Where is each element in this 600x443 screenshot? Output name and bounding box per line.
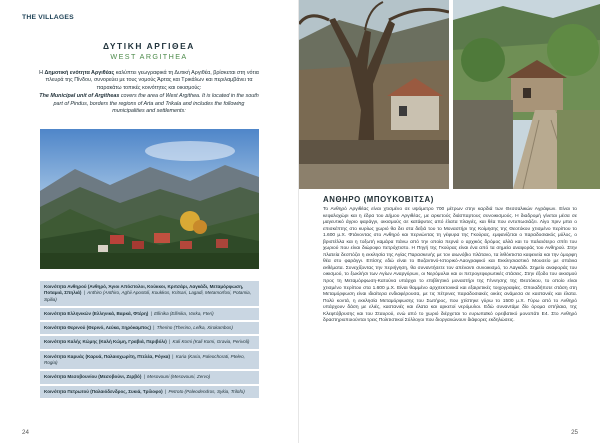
page-number-left: 24 [22, 429, 29, 436]
intro-text [38, 70, 260, 116]
intro-greek [38, 70, 260, 92]
intro-english [38, 93, 260, 115]
community-english: Therino (Therino, Lefka, Xirokambos) [156, 325, 233, 331]
community-greek: Κοινότητα Πετρωτού (Παλαιόδενδρος, Συκιά, Τρίλοφο) [44, 388, 163, 394]
title-greek: ΔΥΤΙΚΗ ΑΡΓΙΘΕΑ [103, 41, 195, 51]
community-english: Mesovouni (Mesovouni, Zervo) [147, 374, 211, 380]
page-number-right: 25 [571, 429, 578, 436]
stone-path-photo [453, 0, 600, 189]
community-row: Κοινότητα Μεσοβουνίου (Μεσοβούνι, Ζερβό) | Mesovouni (Mesovouni, Zervo) [40, 371, 259, 383]
community-row: Κοινότητα Καλής Κώμης (Καλή Κώμη, Γραβιά, Περιβόλι) | Kali Komi (Kali Komi, Gravia, Perivoli) [40, 336, 259, 348]
community-row: Κοινότητα Καρυάς (Καρυά, Παλαιοχωρίτη, Πτελέα, Ρόγκα) | Karia (Karia, Paleochorati, Pteleo, Rogia) [40, 351, 259, 370]
community-greek: Κοινότητα Ανθηρού (Ανθηρό, Άγιοι Απόστολοι, Κούκκοι, Κριτσάρι, Λαγκάδι, Μεταμόρφωση, Ποταμιά, Σπηλιά) [44, 284, 244, 296]
community-english: Karia (Karia, Paleochorati, Pteleo, Rogia) [44, 353, 245, 366]
intro-en-rest: covers the area of West Argithea. It is located in the south part of Pindus, borders the regions of Arta and Trikala and includes the following municipalities and settlements: [53, 93, 259, 115]
community-greek: Κοινότητα Ελληνικών (Ελληνικά, Βαρκά, Φτέρη) [44, 310, 149, 316]
community-english: Ellinika (Ellinika, Varka, Fteri) [154, 310, 214, 316]
community-greek: Κοινότητα Καλής Κώμης (Καλή Κώμη, Γραβιά, Περιβόλι) [44, 339, 167, 345]
right-page [299, 0, 600, 443]
community-row: Κοινότητα Πετρωτού (Παλαιόδενδρος, Συκιά, Τρίλοφο) | Petroto (Paleodendros, Sykia, Trilofo) [40, 386, 259, 398]
community-row: Κοινότητα Ανθηρού (Ανθηρό, Άγιοι Απόστολοι, Κούκκοι, Κριτσάρι, Λαγκάδι, Μεταμόρφωση, Ποταμιά, Σπηλιά) | Anthiro (Anthiro, Aghii Apostoli, Koukkos, Kritsari, Lagadi, Metamorfosi, Potamia, Spilia) [40, 281, 259, 306]
section-header: THE VILLAGES [22, 14, 74, 21]
community-greek: Κοινότητα Μεσοβουνίου (Μεσοβούνι, Ζερβό) [44, 374, 142, 380]
community-greek: Κοινότητα Θερινού (Θερινό, Λεύκα, Ξηρόκαμπος) [44, 325, 152, 331]
community-greek: Κοινότητα Καρυάς (Καρυά, Παλαιοχωρίτη, Πτελέα, Ρόγκα) [44, 353, 170, 359]
intro-gr-bold: Δημοτική ενότητα Αργιθέας [44, 70, 115, 76]
communities-list [40, 281, 259, 400]
left-page [0, 0, 299, 443]
community-row: Κοινότητα Θερινού (Θερινό, Λεύκα, Ξηρόκαμπος) | Therino (Therino, Lefka, Xirokambos) [40, 322, 259, 334]
intro-en-bold: The Municipal unit of Argitheas [39, 93, 120, 100]
community-english: Kali Komi (Kali Komi, Gravia, Perivoli) [172, 339, 250, 345]
plane-tree-photo [299, 0, 449, 189]
community-english: Anthiro (Anthiro, Aghii Apostoli, Koukkos, Kritsari, Lagadi, Metamorfosi, Potamia, Spilia) [44, 290, 252, 302]
community-row: Κοινότητα Ελληνικών (Ελληνικά, Βαρκά, Φτέρη) | Ellinika (Ellinika, Varka, Fteri) [40, 308, 259, 320]
community-english: Petroto (Paleodendros, Sykia, Trilofo) [168, 388, 245, 394]
section-subtitle: ΑΝΘΗΡΟ (ΜΠΟΥΚΟΒΙΤΣΑ) [323, 195, 434, 204]
intro-gr-lead: Η [39, 70, 45, 76]
body-text: Το Ανθηρό Αργιθέας είναι χτισμένο σε υψόμετρο 700 μέτρων στην καρδιά των Θεσσαλικών Αγράφων. Είναι το κεφαλοχώρι και η έδρα του Δήμου Αργιθέας, με αρκετούς διάσπαρτους συνοικισμούς. Η διαδρομή γίνεται μέσα σε μαγευτικό άγριο φαράγγι, οικισμούς σε κατάφυτες από έλατα πλαγιές, και θέα που εντυπωσιάζει. Λίγο πριν μπει ο επισκέπτης στο κυρίως χωριό θα δει στα δεξιά του το Μοναστήρι της Κοίμησης της Θεοτόκου χτισμένο περίπου το 1.600 μ.Χ. Φτάνοντας στο Ανθηρό και περνώντας τη γέφυρα της Γκούρας, εμφανίζεται ο παραδοσιακός μύλος, ο βριστέλλα και η τοξωτή καμάρα πάνω από την οποία περνά ο αρχικός δρόμος αλλά και το παλαιότερο σπίτι του χωριού που είναι διώροφο πετρόχτιστο. Η Πηγή της Γκούρας είναι ένα από τα σημεία αναφοράς του Ανθηρού. Στην πλατεία δεσπόζει η εκκλησία της Αγίας Παρασκευής με τον αιωνόβιο πλάτανο, τα λιθόκτιστα καφενεία και την όμορφη θέα στο φαράγγι. Επίσης εδώ είναι το Βυζαντινό-Ιστορικό-Λαογραφικό και Εκκλησιαστικό Μουσείο με σπάνια εκθέματα. Συνεχίζοντας την περιήγηση, θα συναντήσετε τον απέναντι συνοικισμό, το Λαγκάδι. Σημείο αναφοράς του οικισμού, το ξωκλήσι των Αγίων Αναργύρων, οι Νερόμυλοι και οι πετρογεφυρωτικές στάσεις. Στην έξοδο του οικισμού προς τη Μεταμόρφωση-Κατούνα υπάρχει το επιβλητικό μοναστήρι της Γέννησης της Θεοτόκου, το οποίο είναι χτισμένο περίπου στα 1.600 μ.Χ. Είναι θαμμένο αρχιτεκτονικά και εξαιρετικές τοιχογραφίες. Οποιαδήποτε στάση στη Μεταμόρφωση είναι ιδιαίτερα ενδιαφέρουσα, με τις πέτρινες παραδοσιακές οικίες ανάμεσα σε καστανιές και έλατα. Πολύ κοντά, η εκκλησία Μεταμόρφωσης του Σωτήρος, που χτίστηκε γύρω το 1500 μ.Χ. Γύρω από το Ανθηρό υπάρχουν δάση με ελιές, καστανιές και έλατα και αρκετοί νερόμυλοι. Εδώ συναντάμε δίο όρομα σπήλαια, της Κλεφτόβρυσης και του Σταυρού, ενώ από το χωριό διέρχεται το ευρωπαϊκό ορειβατικό μονοπάτι Ε4. Στο Ανθηρό δραστηριοποιούνται τρεις Πολιτιστικοί Σύλλογοι που διοργανώνουν διάφορες εκδηλώσεις. [323, 207, 577, 324]
valley-photo [40, 129, 259, 269]
intro-gr-rest: καλύπτει γεωγραφικά τη Δυτική Αργιθέα, βρίσκεται στη νότια πλευρά της Πίνδου, συνορεύει με τους νομούς Άρτας και Τρικάλων και περιλαμβάνει τα παρακάτω τοπικές κοινότητες και οικισμούς: [45, 70, 259, 91]
title-english: WEST ARGITHEA [110, 52, 188, 61]
